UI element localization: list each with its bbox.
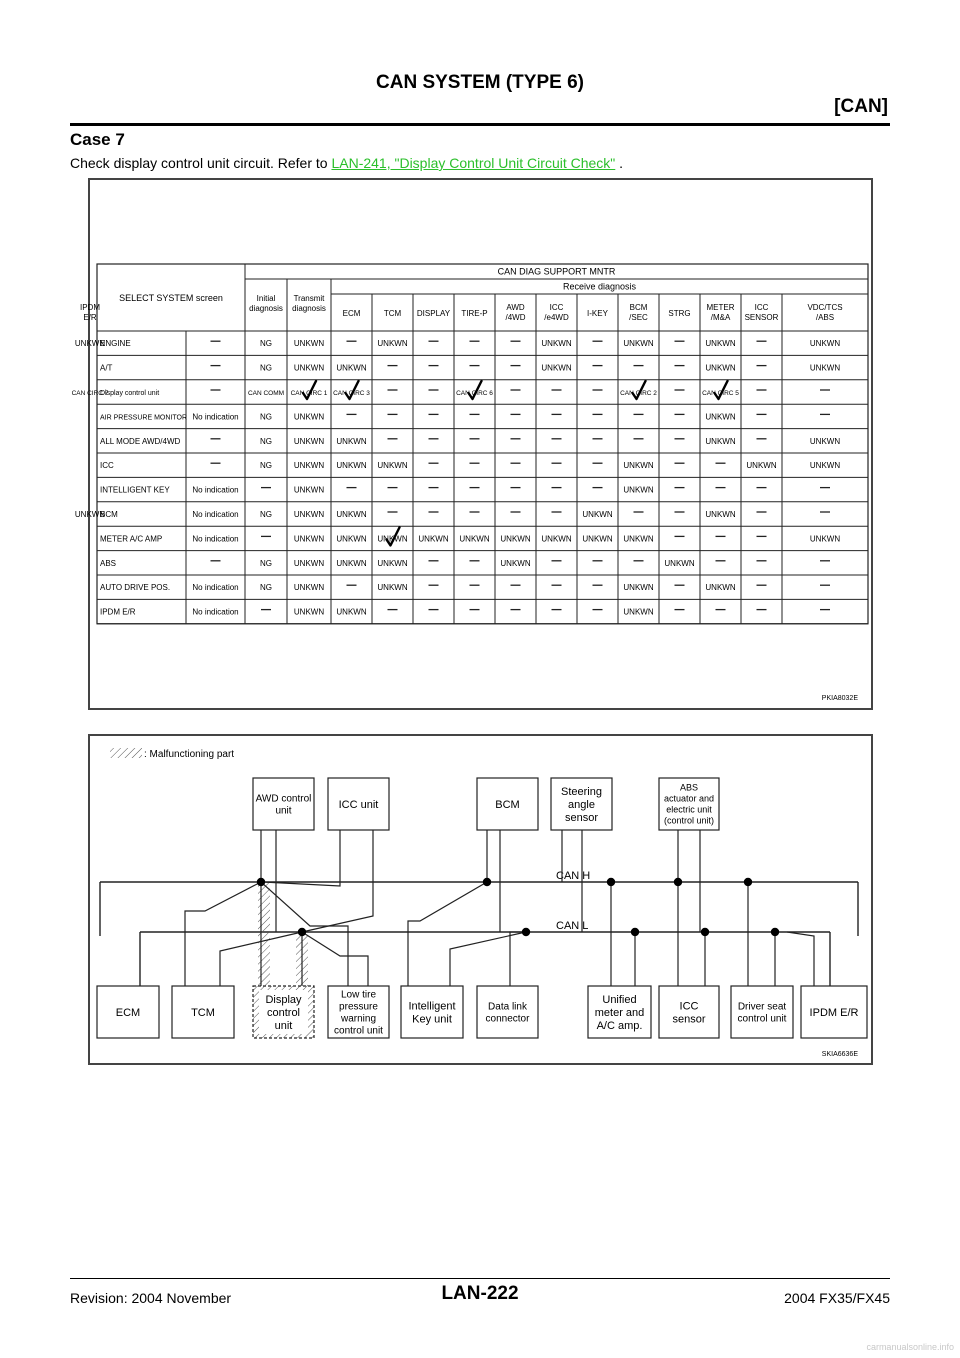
unit-label: Data link — [488, 1001, 527, 1013]
instruction-text — [70, 155, 623, 171]
unit-label: Steering — [561, 785, 602, 798]
splice-dot — [607, 878, 615, 886]
harness-wire — [408, 882, 487, 986]
table-cell: CAN CIRC 2 — [620, 390, 657, 397]
table-cell: No indication — [192, 485, 239, 495]
table-cell: NG — [260, 436, 272, 446]
table-cell: CAN CIRC 3 — [333, 390, 370, 397]
unit-label: Driver seat — [737, 1001, 787, 1013]
awd-control-unit — [253, 778, 314, 830]
table-cell: UNKWN — [377, 558, 408, 568]
unit-label: control unit — [737, 1013, 787, 1025]
splice-dot — [631, 928, 639, 936]
section-tag: [CAN] — [834, 96, 888, 117]
table-cell: UNKWN — [500, 558, 531, 568]
receive-column-header: ICC — [754, 303, 769, 312]
table-cell: UNKWN — [336, 510, 367, 519]
initial-diagnosis-header: Initial — [256, 294, 276, 303]
model-text: 2004 FX35/FX45 — [784, 1290, 890, 1306]
unit-label: ECM — [115, 1006, 141, 1019]
table-cell: UNKWN — [623, 461, 654, 471]
table-cell: UNKWN — [377, 461, 408, 471]
transmit-diagnosis-header: Transmit — [293, 294, 325, 303]
table-cell: UNKWN — [293, 558, 325, 568]
instruction-suffix: . — [615, 155, 624, 171]
table-cell: UNKWN — [705, 363, 736, 373]
table-cell: UNKWN — [336, 558, 367, 568]
table-cell: UNKWN — [623, 339, 654, 349]
system-row-label: INTELLIGENT KEY — [100, 485, 170, 495]
harness-wire — [302, 932, 368, 986]
harness-wire — [263, 830, 340, 886]
unit-label: Intelligent — [408, 1000, 456, 1013]
icc-unit — [328, 778, 389, 830]
can-diag-table — [71, 180, 871, 708]
unit-label: AWD control — [255, 793, 312, 805]
unit-label: control — [266, 1006, 301, 1019]
unit-label: Display — [265, 993, 302, 1006]
receive-column-header: DISPLAY — [416, 309, 451, 318]
intelligent-key-unit — [401, 986, 463, 1038]
figure-id: PKIA8032E — [821, 695, 858, 702]
table-cell: No indication — [192, 510, 239, 519]
hatch-legend-icon — [110, 748, 142, 758]
table-cell: UNKWN — [623, 485, 654, 495]
table-cell: NG — [260, 510, 272, 519]
unit-label: sensor — [564, 811, 599, 824]
table-cell: No indication — [192, 583, 239, 593]
receive-column-header: /e4WD — [544, 313, 569, 322]
unit-label: angle — [568, 798, 595, 811]
splice-dot — [257, 878, 265, 886]
can-wiring-diagram — [90, 736, 871, 1063]
receive-column-header: /M&A — [710, 313, 731, 322]
unit-label: sensor — [672, 1013, 706, 1026]
steering-angle-sensor — [551, 778, 612, 830]
system-row-label: ALL MODE AWD/4WD — [100, 436, 181, 446]
unit-label: warning — [340, 1013, 377, 1025]
unit-label: Low tire — [340, 989, 377, 1001]
legend-label: : Malfunctioning part — [144, 749, 235, 760]
table-cell: NG — [260, 461, 272, 471]
table-cell: UNKWN — [809, 339, 841, 349]
unit-label: unit — [275, 805, 292, 817]
table-cell: UNKWN — [809, 461, 841, 471]
receive-column-header: /ABS — [815, 313, 835, 322]
case-heading: Case 7 — [70, 130, 125, 149]
can-diag-support-mntr-label: CAN DIAG SUPPORT MNTR — [497, 266, 616, 277]
page-number: LAN-222 — [441, 1283, 519, 1304]
table-cell: UNKWN — [459, 534, 490, 544]
harness-wire — [185, 882, 261, 986]
revision-text: Revision: 2004 November — [70, 1290, 232, 1306]
system-row-label: ICC — [100, 461, 114, 471]
footer-rule — [70, 1278, 890, 1279]
splice-dot — [674, 878, 682, 886]
splice-dot — [771, 928, 779, 936]
receive-column-header: I-KEY — [587, 309, 608, 318]
system-row-label: IPDM E/R — [100, 607, 136, 617]
table-cell: UNKWN — [705, 583, 736, 593]
receive-diagnosis-label: Receive diagnosis — [562, 281, 637, 292]
table-cell: UNKWN — [293, 485, 325, 495]
table-cell: UNKWN — [336, 436, 367, 446]
table-cell: UNKWN — [293, 510, 325, 519]
abs-actuator — [659, 778, 719, 830]
table-cell: UNKWN — [541, 363, 572, 373]
table-cell: CAN CIRC 6 — [456, 390, 493, 397]
watermark: carmanualsonline.info — [866, 1342, 954, 1352]
harness-wire — [787, 932, 814, 986]
receive-column-header: ICC — [549, 303, 564, 312]
table-cell: UNKWN — [74, 510, 106, 519]
receive-column-header: SENSOR — [744, 313, 779, 322]
table-cell: CAN CIRC 1 — [290, 390, 328, 397]
receive-column-header: STRG — [668, 309, 691, 318]
select-system-label: SELECT SYSTEM screen — [119, 293, 223, 303]
table-cell: UNKWN — [293, 363, 325, 373]
receive-column-header: IPDM — [80, 303, 100, 312]
unit-label: TCM — [191, 1006, 215, 1019]
unit-label: unit — [274, 1019, 293, 1032]
table-cell: UNKWN — [705, 510, 736, 519]
unit-label: control unit — [334, 1025, 383, 1037]
ipdm-er — [801, 986, 867, 1038]
initial-diagnosis-header: diagnosis — [249, 304, 283, 313]
table-cell: UNKWN — [418, 534, 449, 544]
table-cell: NG — [260, 583, 272, 593]
table-cell: UNKWN — [293, 412, 325, 422]
table-cell: UNKWN — [377, 534, 408, 544]
table-cell: UNKWN — [809, 534, 841, 544]
table-cell: UNKWN — [541, 534, 572, 544]
splice-dot — [701, 928, 709, 936]
low-tire-pressure-warning-control-unit — [328, 986, 389, 1038]
table-cell: No indication — [192, 412, 239, 422]
receive-column-header: ECM — [342, 309, 361, 318]
table-cell: NG — [260, 363, 272, 373]
table-cell: UNKWN — [500, 534, 531, 544]
table-cell: UNKWN — [336, 534, 367, 544]
splice-dot — [298, 928, 306, 936]
table-cell: UNKWN — [293, 534, 325, 544]
table-cell: UNKWN — [623, 607, 654, 617]
table-cell: UNKWN — [705, 412, 736, 422]
unit-label: Key unit — [412, 1013, 452, 1026]
tcm — [172, 986, 234, 1038]
table-cell: UNKWN — [293, 436, 325, 446]
ecm — [97, 986, 159, 1038]
system-row-label: Display control unit — [100, 390, 160, 397]
table-cell: UNKWN — [293, 339, 325, 349]
transmit-diagnosis-header: diagnosis — [292, 304, 326, 313]
driver-seat-control-unit — [731, 986, 793, 1038]
unit-label: ICC — [679, 1000, 699, 1013]
table-cell: CAN CIRC 7 — [71, 390, 109, 397]
unit-label: pressure — [339, 1001, 378, 1013]
harness-wire — [450, 932, 526, 986]
icc-sensor — [659, 986, 719, 1038]
unit-label: meter and — [594, 1006, 645, 1019]
table-cell: UNKWN — [623, 583, 654, 593]
figure-id: SKIA6636E — [821, 1051, 858, 1058]
table-cell: NG — [260, 339, 272, 349]
receive-column-header: TCM — [383, 309, 402, 318]
table-cell: UNKWN — [293, 607, 325, 617]
bcm — [477, 778, 538, 830]
receive-column-header: METER — [706, 303, 735, 312]
harness-wire — [510, 932, 522, 986]
table-cell: UNKWN — [336, 363, 367, 373]
receive-column-header: AWD — [506, 303, 525, 312]
unit-label: ABS — [679, 782, 699, 793]
table-cell: UNKWN — [541, 339, 572, 349]
table-cell: UNKWN — [336, 607, 367, 617]
system-row-label: BCM — [100, 510, 118, 519]
can-h-label: CAN H — [556, 870, 591, 882]
table-cell: No indication — [192, 607, 239, 617]
unit-label: IPDM E/R — [809, 1006, 859, 1019]
table-cell: UNKWN — [623, 534, 654, 544]
unit-label: (control unit) — [663, 815, 715, 826]
receive-column-header: VDC/TCS — [807, 303, 843, 312]
page-title: CAN SYSTEM (TYPE 6) — [376, 72, 584, 93]
reference-link[interactable]: LAN-241, "Display Control Unit Circuit Check" — [331, 155, 616, 171]
table-cell: No indication — [192, 534, 239, 544]
receive-column-header: TIRE-P — [461, 309, 488, 318]
table-cell: NG — [260, 558, 272, 568]
receive-column-header: E/R — [83, 313, 97, 322]
can-l-label: CAN L — [556, 920, 589, 932]
table-cell: UNKWN — [377, 583, 408, 593]
unit-label: electric unit — [666, 804, 712, 815]
unit-label: connector — [485, 1013, 530, 1025]
table-cell: NG — [260, 412, 272, 422]
table-cell: UNKWN — [809, 363, 841, 373]
table-cell: UNKWN — [705, 436, 736, 446]
table-cell: UNKWN — [664, 558, 695, 568]
splice-dot — [522, 928, 530, 936]
splice-dot — [483, 878, 491, 886]
unit-label: BCM — [495, 798, 520, 811]
system-row-label: ABS — [100, 558, 117, 568]
can-wiring-diagram-figure — [88, 734, 873, 1065]
unit-label: ICC unit — [338, 798, 379, 811]
unified-meter-and-ac-amp — [588, 986, 651, 1038]
receive-column-header: /SEC — [629, 313, 648, 322]
system-row-label: AIR PRESSURE MONITOR — [100, 414, 187, 422]
system-row-label: ENGINE — [100, 339, 131, 349]
system-row-label: AUTO DRIVE POS. — [100, 583, 171, 593]
unit-label: actuator and — [663, 793, 715, 804]
table-cell: UNKWN — [293, 583, 325, 593]
unit-label: A/C amp. — [596, 1019, 643, 1032]
table-cell: UNKWN — [336, 461, 367, 471]
table-cell: UNKWN — [582, 534, 613, 544]
header-rule — [70, 123, 890, 126]
table-cell: CAN CIRC 5 — [702, 390, 739, 397]
table-cell: UNKWN — [809, 436, 841, 446]
table-cell: UNKWN — [746, 461, 777, 471]
table-cell: UNKWN — [377, 339, 408, 349]
table-cell: UNKWN — [293, 461, 325, 471]
harness-wire — [302, 830, 373, 932]
table-cell: UNKWN — [705, 339, 736, 349]
malfunction-hatch — [258, 882, 270, 986]
receive-column-header: BCM — [629, 303, 648, 312]
receive-column-header: /4WD — [505, 313, 526, 322]
instruction-prefix: Check display control unit circuit. Refer to — [70, 155, 332, 171]
unit-label: Unified — [602, 993, 637, 1006]
can-diag-table-figure — [71, 178, 873, 710]
data-link-connector — [477, 986, 538, 1038]
display-control-unit — [253, 986, 314, 1038]
table-cell: UNKWN — [74, 339, 106, 349]
splice-dot — [744, 878, 752, 886]
system-row-label: METER A/C AMP — [100, 534, 163, 544]
table-cell: UNKWN — [582, 510, 613, 519]
system-row-label: A/T — [100, 363, 113, 373]
table-cell: CAN COMM — [247, 390, 285, 397]
